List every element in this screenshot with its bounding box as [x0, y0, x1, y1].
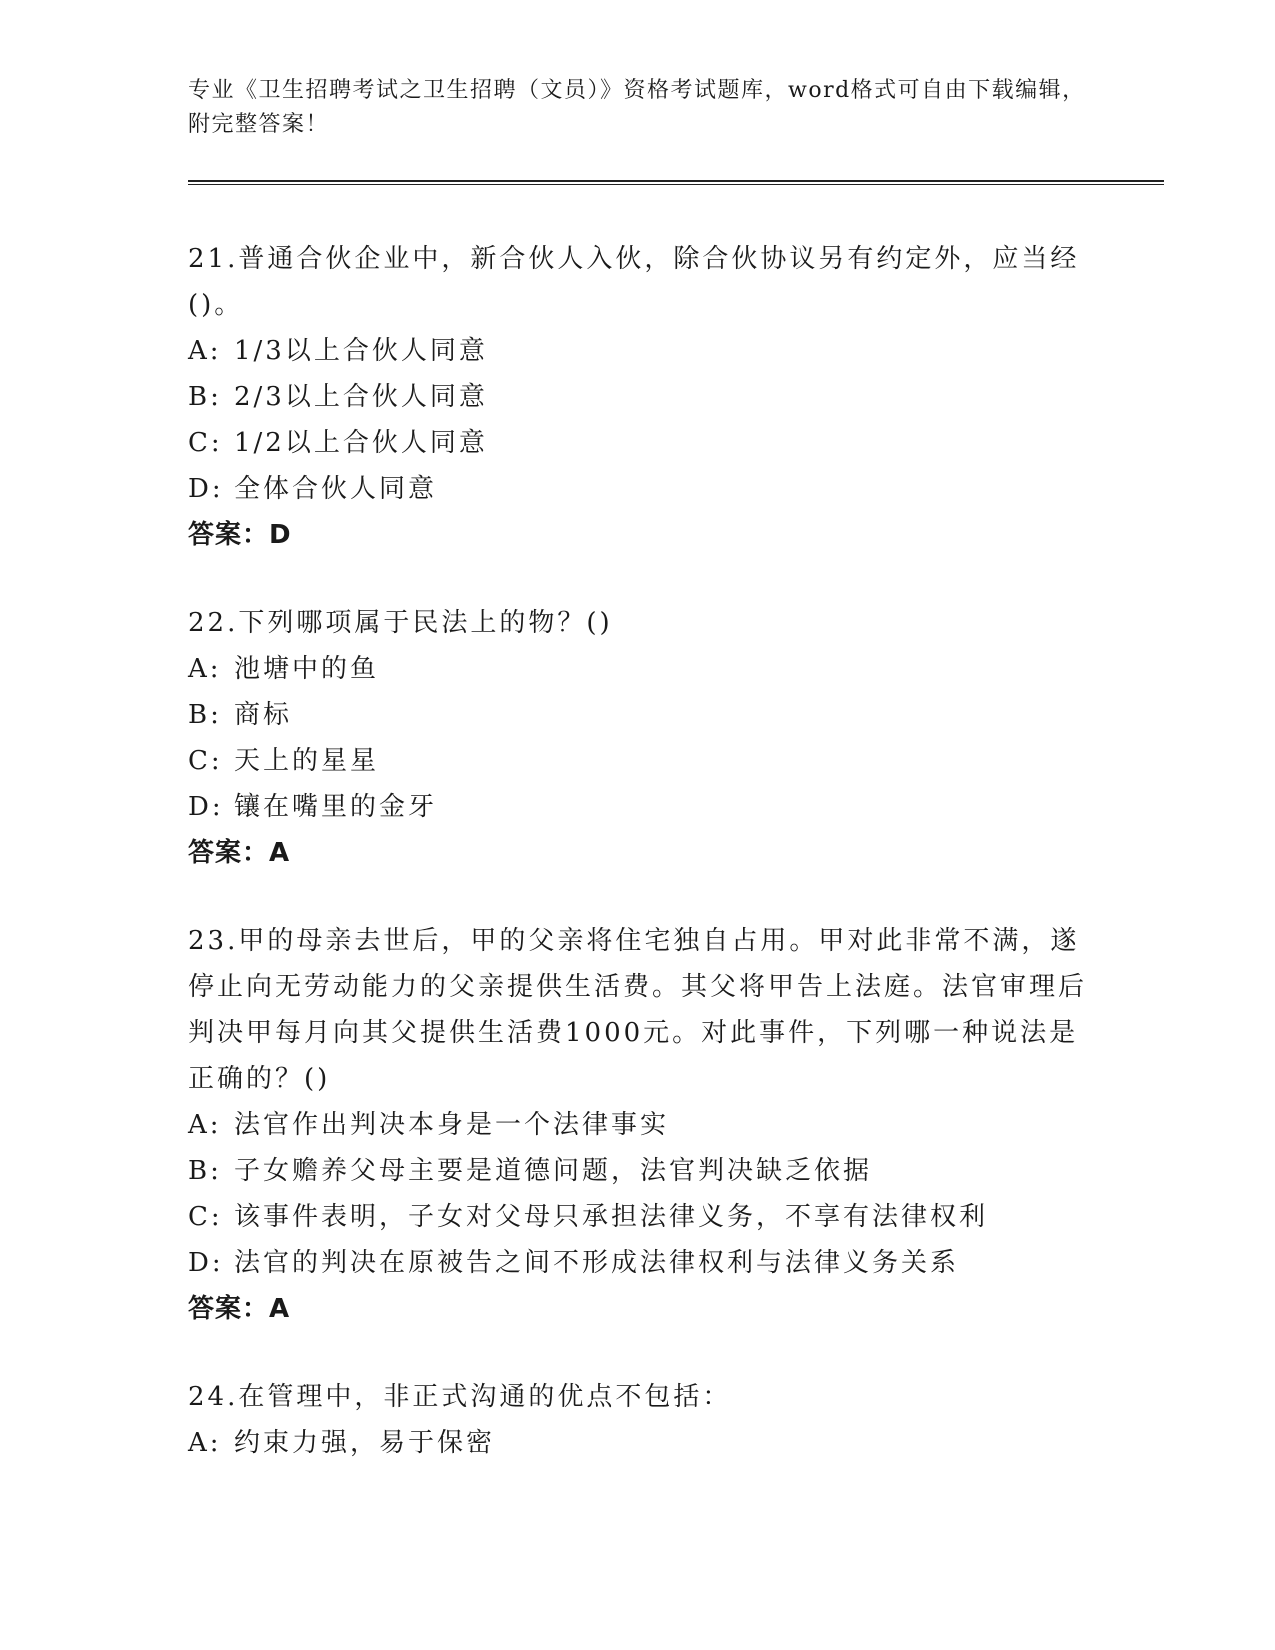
- option-text: 池塘中的鱼: [234, 654, 380, 684]
- option-letter: A:: [188, 1428, 222, 1458]
- option-b: [188, 692, 1088, 738]
- option-letter: C:: [188, 1202, 223, 1232]
- question-list: [188, 236, 1088, 1508]
- option-text: 约束力强，易于保密: [234, 1428, 496, 1458]
- option-text: 全体合伙人同意: [234, 474, 438, 504]
- option-a: [188, 1102, 1088, 1148]
- option-letter: A:: [188, 336, 222, 366]
- option-d: [188, 784, 1088, 830]
- option-letter: C:: [188, 428, 223, 458]
- option-letter: B:: [188, 382, 222, 412]
- option-text: 1/3以上合伙人同意: [234, 336, 488, 366]
- option-letter: B:: [188, 700, 222, 730]
- option-a: [188, 646, 1088, 692]
- option-c: [188, 1194, 1088, 1240]
- option-letter: D:: [188, 792, 224, 822]
- option-text: 法官的判决在原被告之间不形成法律权利与法律义务关系: [234, 1248, 960, 1278]
- option-d: [188, 1240, 1088, 1286]
- question-24: [188, 1374, 1088, 1466]
- question-stem: 24.在管理中，非正式沟通的优点不包括：: [188, 1382, 732, 1412]
- question-stem: 21.普通合伙企业中，新合伙人入伙，除合伙协议另有约定外，应当经()。: [188, 244, 1080, 320]
- option-letter: A:: [188, 1110, 222, 1140]
- option-text: 2/3以上合伙人同意: [234, 382, 488, 412]
- option-text: 子女赡养父母主要是道德问题，法官判决缺乏依据: [234, 1156, 873, 1186]
- option-text: 1/2以上合伙人同意: [234, 428, 488, 458]
- option-letter: B:: [188, 1156, 222, 1186]
- page-header: 专业《卫生招聘考试之卫生招聘（文员）》资格考试题库，word格式可自由下载编辑，附完整答案！: [188, 78, 1086, 137]
- answer: 答案：A: [188, 1294, 291, 1324]
- option-letter: C:: [188, 746, 223, 776]
- option-b: [188, 1148, 1088, 1194]
- option-letter: A:: [188, 654, 222, 684]
- option-text: 商标: [234, 700, 293, 730]
- option-text: 法官作出判决本身是一个法律事实: [234, 1110, 670, 1140]
- question-stem: 23.甲的母亲去世后，甲的父亲将住宅独自占用。甲对此非常不满，遂停止向无劳动能力的父亲提供生活费。其父将甲告上法庭。法官审理后判决甲每月向其父提供生活费1000元。对此事件，下列哪一种说法是正确的？(): [188, 926, 1088, 1094]
- option-d: [188, 466, 1088, 512]
- question-23: [188, 918, 1088, 1332]
- option-text: 天上的星星: [234, 746, 380, 776]
- option-letter: D:: [188, 1248, 224, 1278]
- question-21: [188, 236, 1088, 558]
- option-c: [188, 420, 1088, 466]
- answer: 答案：A: [188, 838, 291, 868]
- question-stem: 22.下列哪项属于民法上的物？(): [188, 608, 613, 638]
- option-a: [188, 1420, 1088, 1466]
- option-b: [188, 374, 1088, 420]
- question-22: [188, 600, 1088, 876]
- option-text: 镶在嘴里的金牙: [234, 792, 438, 822]
- option-a: [188, 328, 1088, 374]
- option-c: [188, 738, 1088, 784]
- header-divider: [188, 180, 1164, 185]
- option-letter: D:: [188, 474, 224, 504]
- answer: 答案：D: [188, 520, 292, 550]
- option-text: 该事件表明，子女对父母只承担法律义务，不享有法律权利: [234, 1202, 989, 1232]
